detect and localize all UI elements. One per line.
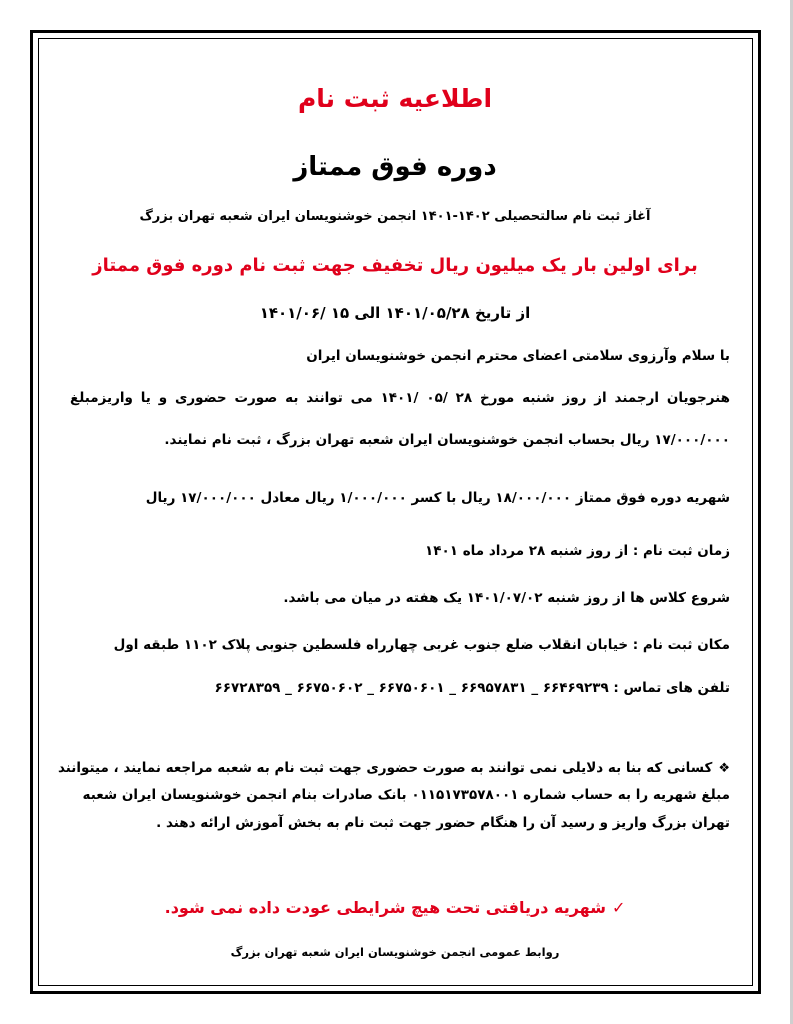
course-name: دوره فوق ممتاز bbox=[293, 152, 497, 182]
note-line: تهران بزرگ واریز و رسید آن را هنگام حضور جهت ثبت نام به بخش آموزش ارائه دهند . bbox=[156, 815, 730, 831]
announcement-title: اطلاعیه ثبت نام bbox=[297, 84, 493, 113]
diamond-bullet-icon: ❖ bbox=[718, 761, 730, 776]
refund-warning-text: شهریه دریافتی تحت هیچ شرایطی عودت داده نمی شود. bbox=[164, 898, 606, 917]
contact-phones: تلفن های تماس : ۶۶۴۶۹۲۳۹ _ ۶۶۹۵۷۸۳۱ _ ۶۶۷۵۰۶۰۱ _ ۶۶۷۵۰۶۰۲ _ ۶۶۷۲۸۳۵۹ bbox=[214, 680, 730, 696]
note-line: مبلغ شهریه را به حساب شماره ۰۱۱۵۱۷۳۵۷۸۰۰۱ بانک صادرات بنام انجمن خوشنویسان ایران شعبه bbox=[82, 787, 730, 803]
registration-location: مکان ثبت نام : خیابان انقلاب ضلع جنوب غربی چهارراه فلسطین جنوبی پلاک ۱۱۰۲ طبقه اول bbox=[113, 637, 730, 653]
discount-dates: از تاریخ ۱۴۰۱/۰۵/۲۸ الی ۱۵ /۱۴۰۱/۰۶ bbox=[259, 304, 531, 322]
footer-signature: روابط عمومی انجمن خوشنویسان ایران شعبه تهران بزرگ bbox=[230, 945, 560, 959]
registration-subtitle: آغاز ثبت نام سالتحصیلی ۱۴۰۲-۱۴۰۱ انجمن خوشنویسان ایران شعبه تهران بزرگ bbox=[139, 209, 651, 224]
paragraph-line: هنرجویان ارجمند از روز شنبه مورخ ۲۸ /۰۵ /۱۴۰۱ می توانند به صورت حضوری و یا واریزمبلغ bbox=[70, 390, 730, 406]
greeting-text: با سلام وآرزوی سلامتی اعضای محترم انجمن خوشنویسان ایران bbox=[306, 348, 730, 364]
fee-text: شهریه دوره فوق ممتاز ۱۸/۰۰۰/۰۰۰ ریال با کسر ۱/۰۰۰/۰۰۰ ریال معادل ۱۷/۰۰۰/۰۰۰ ریال bbox=[145, 490, 730, 506]
refund-warning bbox=[60, 898, 730, 917]
registration-time: زمان ثبت نام : از روز شنبه ۲۸ مرداد ماه ۱۴۰۱ bbox=[425, 543, 730, 559]
discount-headline: برای اولین بار یک میلیون ریال تخفیف جهت ثبت نام دوره فوق ممتاز bbox=[92, 255, 698, 276]
note-line bbox=[57, 760, 730, 776]
paragraph-line: ۱۷/۰۰۰/۰۰۰ ریال بحساب انجمن خوشنویسان ایران شعبه تهران بزرگ ، ثبت نام نمایند. bbox=[164, 432, 730, 448]
class-start: شروع کلاس ها از روز شنبه ۱۴۰۱/۰۷/۰۲ یک هفته در میان می باشد. bbox=[283, 590, 730, 606]
checkmark-icon: ✓ bbox=[611, 898, 626, 917]
note-line-text: کسانی که بنا به دلایلی نمی توانند به صورت حضوری جهت ثبت نام به شعبه مراجعه نمایند ، میتوانند bbox=[57, 760, 713, 776]
